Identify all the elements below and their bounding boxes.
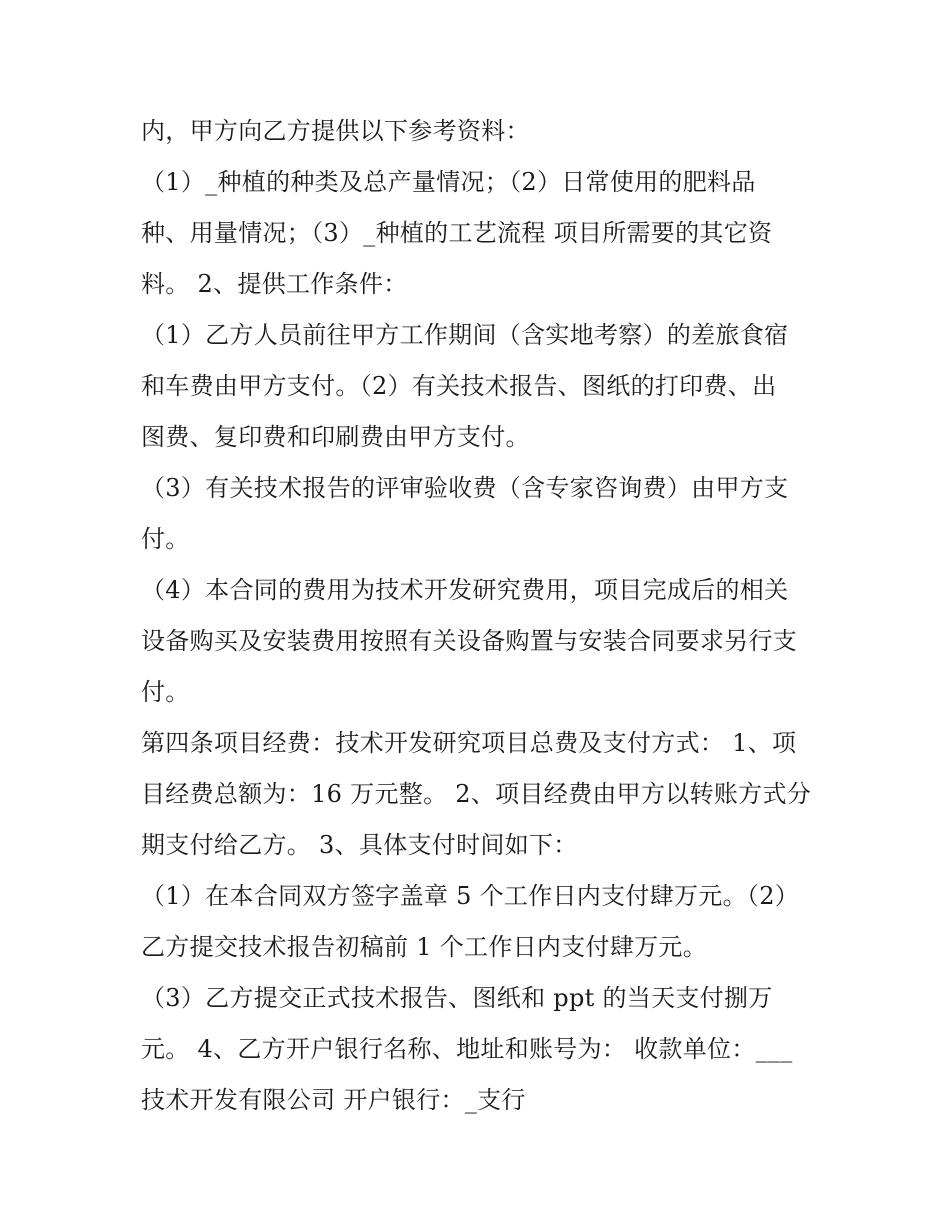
text-line: （1）乙方人员前往甲方工作期间（含实地考察）的差旅食宿 xyxy=(141,321,789,349)
text-line: 设备购买及安装费用按照有关设备购置与安装合同要求另行支 xyxy=(141,627,798,655)
text-line: 第四条项目经费：技术开发研究项目总费及支付方式： 1、项 xyxy=(141,729,797,757)
text-line: 付。 xyxy=(141,525,190,553)
text-line: 付。 xyxy=(141,678,190,706)
text-line: 图费、复印费和印刷费由甲方支付。 xyxy=(141,423,530,451)
text-line: （1）_种植的种类及总产量情况；（2）日常使用的肥料品 xyxy=(141,168,756,196)
text-line: （4）本合同的费用为技术开发研究费用，项目完成后的相关 xyxy=(141,576,789,604)
text-line: （3）有关技术报告的评审验收费（含专家咨询费）由甲方支 xyxy=(141,474,789,502)
text-line: 乙方提交技术报告初稿前 1 个工作日内支付肆万元。 xyxy=(141,933,708,961)
text-line: （1）在本合同双方签字盖章 5 个工作日内支付肆万元。（2） xyxy=(141,882,800,910)
text-line: （3）乙方提交正式技术报告、图纸和 ppt 的当天支付捌万 xyxy=(141,984,773,1012)
document-body xyxy=(141,108,831,1128)
text-line: 期支付给乙方。 3、具体支付时间如下： xyxy=(141,831,578,859)
text-line: 目经费总额为：16 万元整。 2、项目经费由甲方以转账方式分 xyxy=(141,780,812,808)
text-line: 料。 2、提供工作条件： xyxy=(141,270,408,298)
text-line: 和车费由甲方支付。（2）有关技术报告、图纸的打印费、出 xyxy=(141,372,777,400)
text-line: 内，甲方向乙方提供以下参考资料： xyxy=(141,117,530,145)
text-line: 种、用量情况；（3）_种植的工艺流程 项目所需要的其它资 xyxy=(141,219,773,247)
text-line: 技术开发有限公司 开户银行：_支行 xyxy=(141,1086,526,1114)
text-line: 元。 4、乙方开户银行名称、地址和账号为： 收款单位：___ xyxy=(141,1035,793,1063)
